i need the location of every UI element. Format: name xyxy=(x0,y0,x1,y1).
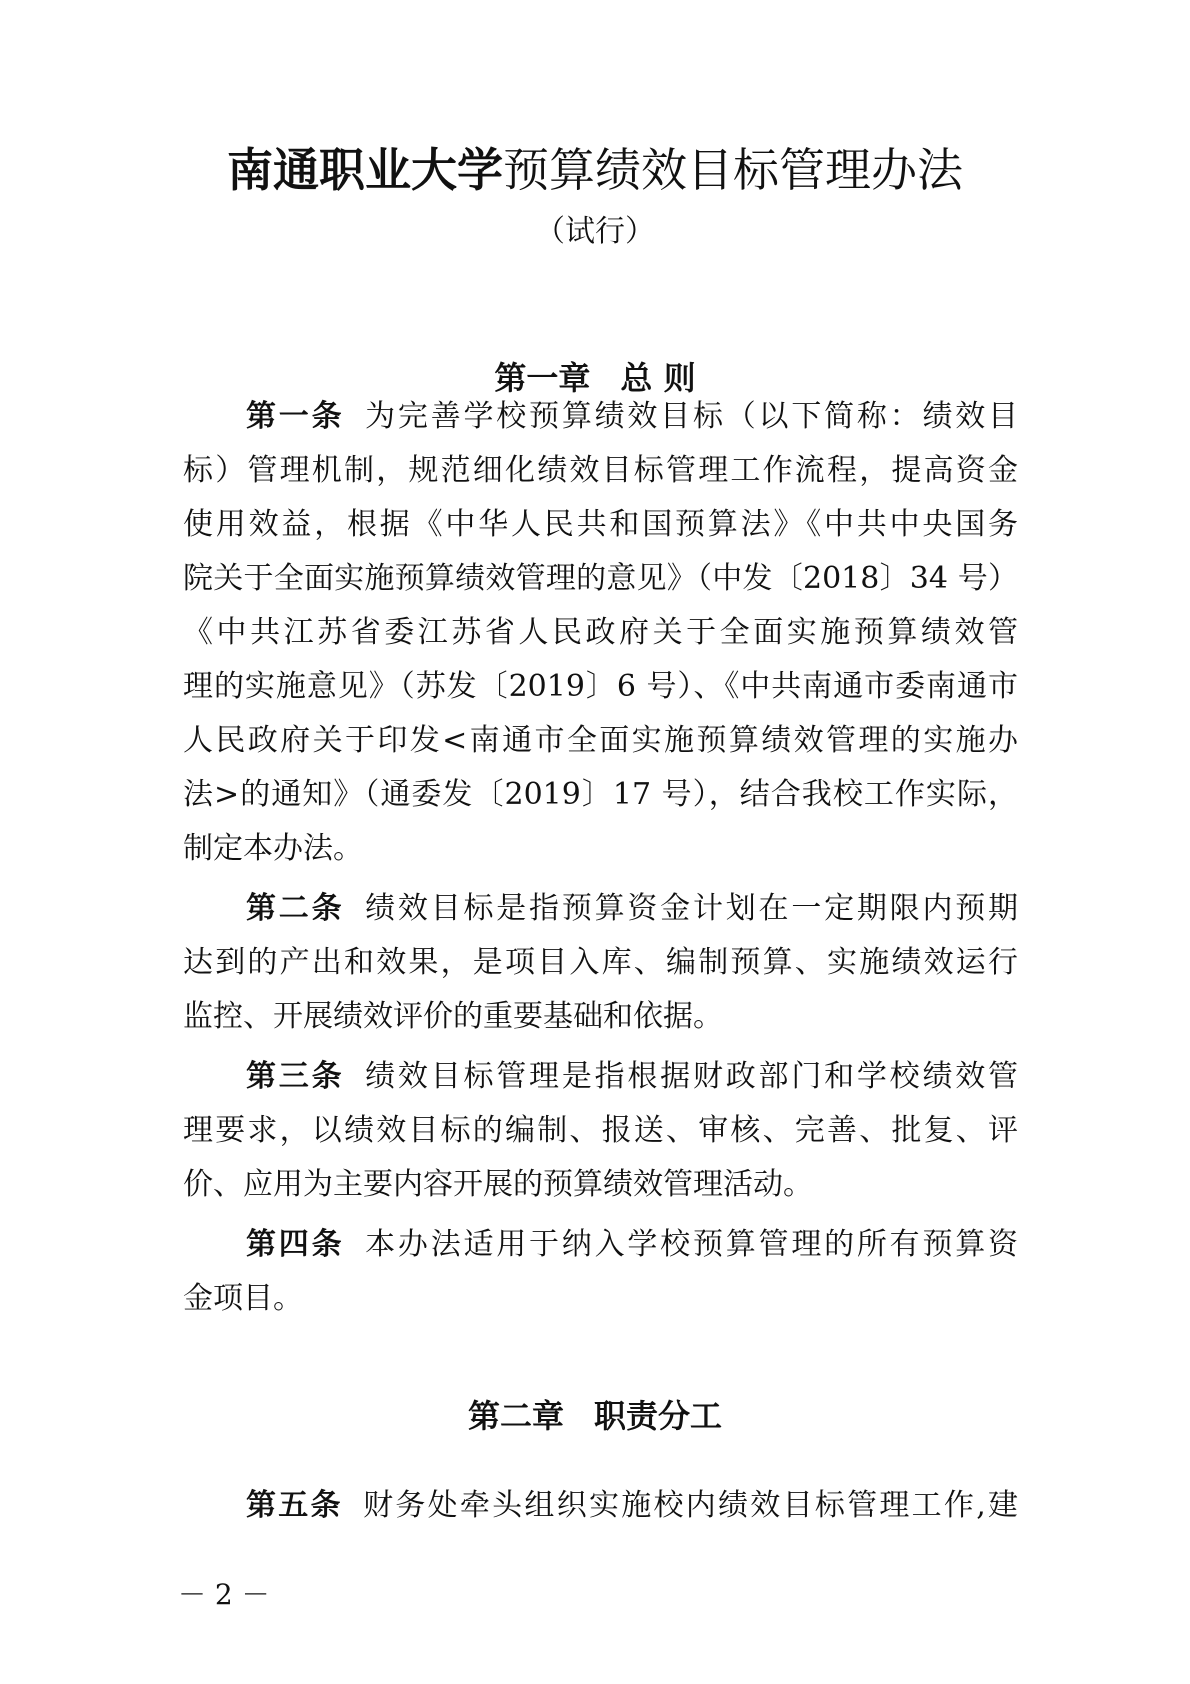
article-3-line-1: 第三条 绩效目标管理是指根据财政部门和学校绩效管 xyxy=(246,1059,1019,1094)
chapter-heading-2 xyxy=(0,1394,1190,1438)
document-title xyxy=(0,140,1190,200)
article-2-line-3: 监控、开展绩效评价的重要基础和依据。 xyxy=(183,999,723,1034)
article-4-line-1: 第四条 本办法适用于纳入学校预算管理的所有预算资 xyxy=(246,1227,1019,1262)
article-label: 第一条 xyxy=(246,399,345,434)
chapter-number: 第一章 xyxy=(494,359,591,397)
article-5-line-1: 第五条 财务处牵头组织实施校内绩效目标管理工作,建 xyxy=(246,1488,1018,1523)
article-3-line-2: 理要求，以绩效目标的编制、报送、审核、完善、批复、评 xyxy=(183,1113,1018,1148)
article-1-line-2: 标）管理机制，规范细化绩效目标管理工作流程，提高资金 xyxy=(183,453,1018,488)
article-1-line-1: 第一条 为完善学校预算绩效目标（以下简称：绩效目 xyxy=(246,399,1019,434)
article-1-line-6: 理的实施意见》（苏发〔2019〕6 号）、《中共南通市委南通市 xyxy=(183,669,1018,704)
article-2-line-1: 第二条 绩效目标是指预算资金计划在一定期限内预期 xyxy=(246,891,1019,926)
document-subtitle: （试行） xyxy=(535,214,655,249)
title-regular-part: 预算绩效目标管理办法 xyxy=(503,143,963,197)
chapter-name: 总 则 xyxy=(620,359,696,397)
article-label: 第四条 xyxy=(246,1227,345,1262)
article-2-line-2: 达到的产出和效果，是项目入库、编制预算、实施绩效运行 xyxy=(183,945,1018,980)
chapter-name: 职责分工 xyxy=(594,1397,723,1435)
chapter-number: 第二章 xyxy=(467,1397,564,1435)
article-1-line-7: 人民政府关于印发<南通市全面实施预算绩效管理的实施办 xyxy=(183,723,1018,758)
article-1-line-3: 使用效益，根据《中华人民共和国预算法》《中共中央国务 xyxy=(183,507,1018,542)
title-bold-part: 南通职业大学 xyxy=(227,143,503,197)
article-label: 第二条 xyxy=(246,891,345,926)
article-3-line-3: 价、应用为主要内容开展的预算绩效管理活动。 xyxy=(183,1167,813,1202)
article-1-line-9: 制定本办法。 xyxy=(183,831,363,866)
article-label: 第三条 xyxy=(246,1059,345,1094)
article-1-line-5: 《中共江苏省委江苏省人民政府关于全面实施预算绩效管 xyxy=(183,615,1018,650)
article-4-line-2: 金项目。 xyxy=(183,1281,303,1316)
article-1-line-4: 院关于全面实施预算绩效管理的意见》（中发〔2018〕34 号） xyxy=(183,561,1018,596)
article-1-line-8: 法>的通知》（通委发〔2019〕17 号），结合我校工作实际， xyxy=(183,777,1018,812)
article-label: 第五条 xyxy=(246,1488,343,1523)
page-number: － 2 － xyxy=(178,1578,270,1611)
